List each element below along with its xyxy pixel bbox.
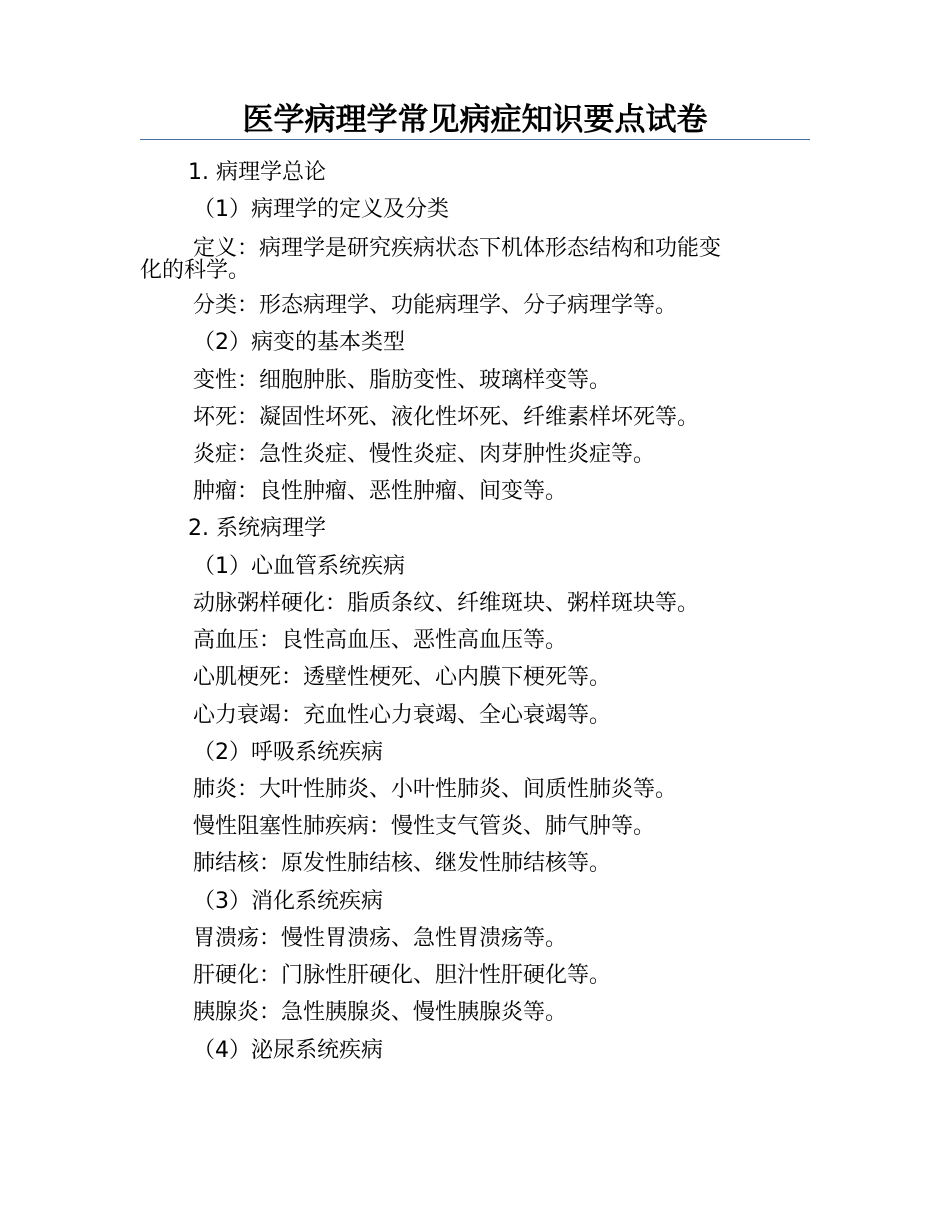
text-line: 肝硬化：门脉性肝硬化、胆汁性肝硬化等。 (193, 963, 612, 988)
subsection-heading: （1）病理学的定义及分类 (193, 197, 449, 222)
text-line: 动脉粥样硬化：脂质条纹、纤维斑块、粥样斑块等。 (193, 591, 700, 616)
text-line: 分类：形态病理学、功能病理学、分子病理学等。 (193, 293, 678, 318)
text-line: 坏死：凝固性坏死、液化性坏死、纤维素样坏死等。 (193, 405, 700, 430)
subsection-heading: （4）泌尿系统疾病 (193, 1038, 383, 1063)
text-line: 肺炎：大叶性肺炎、小叶性肺炎、间质性肺炎等。 (193, 777, 678, 802)
text-line: 心肌梗死：透壁性梗死、心内膜下梗死等。 (193, 665, 612, 690)
text-line: 胃溃疡：慢性胃溃疡、急性胃溃疡等。 (193, 926, 568, 951)
section-heading: 1. 病理学总论 (188, 160, 326, 185)
text-line: 心力衰竭：充血性心力衰竭、全心衰竭等。 (193, 703, 612, 728)
subsection-heading: （1）心血管系统疾病 (193, 554, 405, 579)
text-line: 变性：细胞肿胀、脂肪变性、玻璃样变等。 (193, 368, 612, 393)
text-line: 高血压：良性高血压、恶性高血压等。 (193, 628, 568, 653)
text-line-continued: 化的科学。 (140, 258, 251, 283)
subsection-heading: （3）消化系统疾病 (193, 889, 383, 914)
text-line: 定义：病理学是研究疾病状态下机体形态结构和功能变 (193, 236, 722, 261)
title-underline (140, 139, 810, 140)
text-line: 肿瘤：良性肿瘤、恶性肿瘤、间变等。 (193, 479, 568, 504)
text-line: 胰腺炎：急性胰腺炎、慢性胰腺炎等。 (193, 1000, 568, 1025)
document-title: 医学病理学常见病症知识要点试卷 (242, 102, 708, 138)
text-line: 炎症：急性炎症、慢性炎症、肉芽肿性炎症等。 (193, 442, 656, 467)
subsection-heading: （2）呼吸系统疾病 (193, 740, 383, 765)
section-heading: 2. 系统病理学 (188, 516, 326, 541)
subsection-heading: （2）病变的基本类型 (193, 330, 405, 355)
text-line: 慢性阻塞性肺疾病：慢性支气管炎、肺气肿等。 (193, 814, 656, 839)
text-line: 肺结核：原发性肺结核、继发性肺结核等。 (193, 851, 612, 876)
